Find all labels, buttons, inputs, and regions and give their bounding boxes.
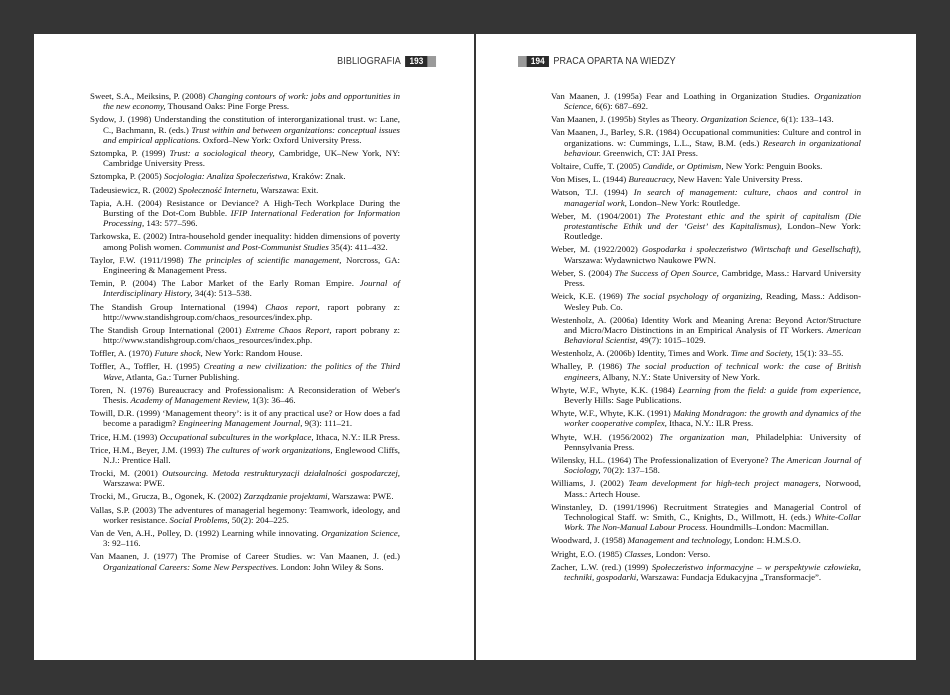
reference-italic: The cultures of work organizations, bbox=[206, 444, 333, 455]
reference-entry: Watson, T.J. (1994) In search of management: culture, chaos and control in managerial work, London–New York: Routledge. bbox=[551, 187, 861, 208]
reference-entry: Tapia, A.H. (2004) Resistance or Deviance? A High-Tech Workplace During the Bursting of the Dot-Com Bubble. IFIP International Federation for Information Processing, 143: 577–596. bbox=[90, 197, 401, 229]
reference-entry: Van Maanen, J. (1977) The Promise of Career Studies. w: Van Maanen, J. (ed.) Organizational Careers: Some New Perspectives. London: John Wiley & Sons. bbox=[90, 551, 400, 572]
reference-italic: Communist and Post-Communist Studies bbox=[184, 241, 329, 252]
page-number: 194 bbox=[527, 56, 549, 67]
reference-italic: White-Collar Work. The Non-Manual Labour Process. bbox=[564, 512, 861, 533]
reference-italic: Socjologia: Analiza Społeczeństwa, bbox=[163, 171, 290, 182]
reference-italic: Trust: a sociological theory, bbox=[169, 148, 275, 159]
reference-italic: IFIP International Federation for Information Processing, bbox=[103, 207, 401, 229]
reference-entry: Zacher, L.W. (red.) (1999) Społeczeństwo informacyjne – w perspektywie człowieka, techniki, gospodarki, Warszawa: Fundacja Edukacyjna „Transformacje”. bbox=[551, 561, 862, 582]
running-head bbox=[518, 55, 676, 67]
reference-italic: Making Mondragon: the growth and dynamics of the worker cooperative complex, bbox=[564, 408, 861, 429]
reference-entry: Van Maanen, J., Barley, S.R. (1984) Occupational communities: Culture and control in organizations. w: Cummings, L.L., Staw, B.M. (eds.) Research in organizational behaviour. Greenwich, CT: JAI Press. bbox=[551, 127, 861, 159]
reference-italic: Gospodarka i społeczeństwo (Wirtschaft und Gesellschaft), bbox=[641, 244, 861, 255]
reference-entry: Wright, E.O. (1985) Classes, London: Verso. bbox=[551, 548, 711, 559]
reference-italic: Academy of Management Review, bbox=[130, 395, 250, 406]
reference-entry: Taylor, F.W. (1911/1998) The principles of scientific management, Norcross, GA: Engineering & Management Press. bbox=[90, 254, 400, 276]
reference-entry: Williams, J. (2002) Team development for high-tech project managers, Norwood, Mass.: Artech House. bbox=[551, 478, 861, 499]
page-number-tab bbox=[427, 56, 436, 67]
reference-italic: Extreme Chaos Report, bbox=[245, 324, 332, 335]
reference-entry: Winstanley, D. (1991/1996) Recruitment Strategies and Managerial Control of Technological Staff. w: Smith, C., Knights, D., Willmott, H. (eds.) White-Collar Work. The Non-Manual Labour Process. Houndmills–London: Macmillan. bbox=[551, 501, 861, 533]
reference-entry: Woodward, J. (1958) Management and technology, London: H.M.S.O. bbox=[551, 535, 801, 546]
reference-entry: Weber, M. (1922/2002) Gospodarka i społeczeństwo (Wirtschaft und Gesellschaft), Warszawa: Wydawnictwo Naukowe PWN. bbox=[551, 244, 861, 265]
reference-italic: Candide, or Optimism, bbox=[642, 161, 724, 172]
running-head bbox=[337, 55, 436, 67]
reference-italic: Outsourcing. Metoda restrukturyzacji działalności gospodarczej, bbox=[162, 468, 400, 479]
reference-entry: Toffler, A., Toffler, H. (1995) Creating a new civilization: the politics of the Third Wave, Atlanta, Ga.: Turner Publishing. bbox=[90, 361, 400, 382]
reference-list bbox=[551, 91, 861, 585]
reference-italic: Journal of Interdisciplinary History, bbox=[103, 278, 400, 299]
reference-entry: Van Maanen, J. (1995a) Fear and Loathing in Organization Studies. Organization Science, 6(6): 687–692. bbox=[551, 91, 861, 112]
reference-entry: Van de Ven, A.H., Polley, D. (1992) Learning while innovating. Organization Science, 3: 92–116. bbox=[90, 527, 400, 549]
reference-entry: Tarkowska, E. (2002) Intra-household gender inequality: hidden dimensions of poverty among Polish women. Communist and Post-Communist Studies 35(4): 411–432. bbox=[90, 231, 400, 252]
reference-entry: Wilensky, H.L. (1964) The Professionalization of Everyone? The American Journal of Sociology, 70(2): 137–158. bbox=[551, 454, 861, 476]
reference-entry: Westenholz, A. (2006a) Identity Work and Meaning Arena: Beyond Actor/Structure and Micro/Macro Distinctions in an Empirical Analysis of IT Workers. American Behavioral Scientist, 49(7): 1015–1029. bbox=[551, 314, 861, 346]
reference-italic: The American Journal of Sociology, bbox=[564, 454, 861, 476]
reference-italic: In search of management: culture, chaos and control in managerial work, bbox=[564, 187, 861, 208]
reference-entry: Westenholz, A. (2006b) Identity, Times and Work. Time and Society, 15(1): 33–55. bbox=[551, 348, 844, 359]
reference-entry: Sweet, S.A., Meiksins, P. (2008) Changing contours of work: jobs and opportunities in the new economy, Thousand Oaks: Pine Forge Press. bbox=[90, 91, 400, 112]
reference-italic: Occupational subcultures in the workplace, bbox=[159, 431, 314, 442]
reference-italic: Learning from the field: a guide from experience, bbox=[678, 384, 861, 395]
left-page bbox=[34, 34, 474, 660]
reference-italic: Team development for high-tech project managers, bbox=[628, 478, 821, 489]
reference-italic: Organization Science, bbox=[321, 527, 400, 538]
reference-italic: Zarządzanie projektami, bbox=[243, 491, 330, 502]
reference-italic: Społeczeństwo informacyjne – w perspektywie człowieka, techniki, gospodarki, bbox=[564, 561, 862, 582]
reference-entry: The Standish Group International (1994) Chaos report, raport pobrany z: http://www.standishgroup.com/chaos_resources/index.php. bbox=[90, 301, 400, 322]
page-number: 193 bbox=[405, 56, 427, 67]
reference-entry: Whyte, W.F., Whyte, K.K. (1991) Making Mondragon: the growth and dynamics of the worker cooperative complex, Ithaca, N.Y.: ILR Press. bbox=[551, 408, 861, 429]
reference-entry: Toren, N. (1976) Bureaucracy and Professionalism: A Reconsideration of Weber's Thesis. Academy of Management Review, 1(3): 36–46. bbox=[90, 384, 400, 406]
reference-entry: Van Maanen, J. (1995b) Styles as Theory. Organization Science, 6(1): 133–143. bbox=[551, 114, 834, 125]
reference-italic: Trust within and between organizations: conceptual issues and empirical applications. bbox=[103, 124, 400, 145]
running-head-title: BIBLIOGRAFIA bbox=[336, 55, 401, 67]
reference-italic: Creating a new civilization: the politics of the Third Wave, bbox=[103, 361, 400, 382]
reference-entry: The Standish Group International (2001) Extreme Chaos Report, raport pobrany z: http://www.standishgroup.com/chaos_resources/index.php. bbox=[90, 324, 400, 346]
reference-list bbox=[90, 91, 400, 575]
reference-entry: Sydow, J. (1998) Understanding the constitution of interorganizational trust. w: Lane, C., Bachmann, R. (eds.) Trust within and between organizations: conceptual issues and empirical applications. Oxford–New York: Oxford University Press. bbox=[90, 114, 400, 145]
reference-italic: Research in organizational behaviour. bbox=[564, 137, 861, 159]
reference-entry: Whyte, W.H. (1956/2002) The organization man, Philadelphia: University of Pennsylvania Press. bbox=[551, 431, 861, 452]
reference-italic: Social Problems, bbox=[169, 514, 230, 525]
reference-entry: Weber, M. (1904/2001) The Protestant ethic and the spirit of capitalism (Die protestantische Ethik und der ‘Geist’ des Kapitalismus), London–New York: Routledge. bbox=[551, 210, 861, 242]
reference-entry: Trice, H.M. (1993) Occupational subcultures in the workplace, Ithaca, N.Y.: ILR Press. bbox=[90, 431, 400, 442]
reference-entry: Sztompka, P. (1999) Trust: a sociological theory, Cambridge, UK–New York, NY: Cambridge University Press. bbox=[90, 148, 400, 169]
reference-italic: Chaos report, bbox=[265, 301, 320, 312]
reference-entry: Vallas, S.P. (2003) The adventures of managerial hegemony: Teamwork, ideology, and worker resistance. Social Problems, 50(2): 204–225. bbox=[90, 504, 400, 525]
reference-italic: Classes, bbox=[624, 548, 654, 559]
reference-entry: Temin, P. (2004) The Labor Market of the Early Roman Empire. Journal of Interdisciplinary History, 34(4): 513–538. bbox=[90, 278, 400, 299]
reference-entry: Whalley, P. (1986) The social production of technical work: the case of British engineers, Albany, N.Y.: State University of New York. bbox=[551, 361, 861, 382]
reference-entry: Whyte, W.F., Whyte, K.K. (1984) Learning from the field: a guide from experience, Beverly Hills: Sage Publications. bbox=[551, 384, 861, 406]
page-number-tab bbox=[518, 56, 527, 67]
reference-entry: Trice, H.M., Beyer, J.M. (1993) The cultures of work organizations, Englewood Cliffs, N.J.: Prentice Hall. bbox=[90, 444, 400, 465]
reference-italic: Future shock, bbox=[154, 348, 203, 359]
reference-italic: Time and Society, bbox=[730, 348, 794, 359]
reference-italic: Organization Science, bbox=[700, 114, 779, 125]
reference-italic: American Behavioral Scientist, bbox=[564, 324, 861, 346]
reference-italic: Społeczność Internetu, bbox=[178, 184, 259, 195]
reference-italic: Changing contours of work: jobs and opportunities in the new economy, bbox=[103, 91, 400, 112]
reference-italic: The Success of Open Source, bbox=[614, 267, 719, 278]
running-head-title: PRACA OPARTA NA WIEDZY bbox=[553, 55, 676, 67]
reference-entry: Towill, D.R. (1999) ‘Management theory’: is it of any practical use? or How does a fad become a paradigm? Engineering Management Journal, 9(3): 111–21. bbox=[90, 408, 400, 429]
reference-italic: Bureaucracy, bbox=[628, 174, 676, 185]
reference-entry: Voltaire, Cuffe, T. (2005) Candide, or Optimism, New York: Penguin Books. bbox=[551, 161, 823, 172]
reference-entry: Weick, K.E. (1969) The social psychology of organizing, Reading, Mass.: Addison-Wesley Pub. Co. bbox=[551, 291, 862, 312]
reference-italic: The principles of scientific management, bbox=[188, 254, 342, 265]
reference-italic: Organization Science, bbox=[564, 91, 861, 112]
reference-italic: The organization man, bbox=[659, 431, 749, 442]
reference-entry: Von Mises, L. (1944) Bureaucracy, New Haven: Yale University Press. bbox=[551, 174, 803, 185]
reference-entry: Sztompka, P. (2005) Socjologia: Analiza Społeczeństwa, Kraków: Znak. bbox=[90, 171, 346, 182]
reference-italic: The social psychology of organizing, bbox=[626, 291, 763, 302]
reference-italic: The Protestant ethic and the spirit of capitalism (Die protestantische Ethik und der ‘Geist’ des Kapitalismus), bbox=[564, 210, 861, 232]
reference-entry: Trocki, M., Grucza, B., Ogonek, K. (2002) Zarządzanie projektami, Warszawa: PWE. bbox=[90, 491, 394, 502]
reference-entry: Trocki, M. (2001) Outsourcing. Metoda restrukturyzacji działalności gospodarczej, Warszawa: PWE. bbox=[90, 468, 400, 489]
reference-italic: Organizational Careers: Some New Perspectives. bbox=[103, 561, 279, 572]
reference-italic: Management and technology, bbox=[627, 535, 733, 546]
reference-entry: Weber, S. (2004) The Success of Open Source, Cambridge, Mass.: Harvard University Press. bbox=[551, 267, 861, 289]
reference-italic: The social production of technical work: the case of British engineers, bbox=[564, 361, 861, 382]
reference-entry: Tadeusiewicz, R. (2002) Społeczność Internetu, Warszawa: Exit. bbox=[90, 184, 319, 195]
right-page bbox=[476, 34, 916, 660]
reference-entry: Toffler, A. (1970) Future shock, New York: Random House. bbox=[90, 348, 303, 359]
reference-italic: Engineering Management Journal, bbox=[178, 418, 303, 429]
